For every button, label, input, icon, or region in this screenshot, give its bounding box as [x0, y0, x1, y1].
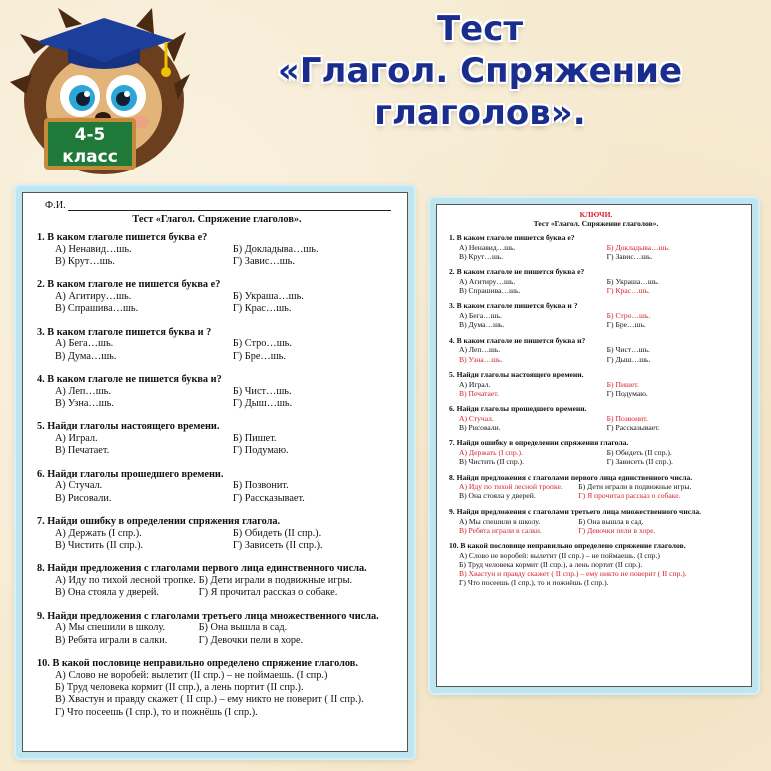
question-text: 2. В каком глаголе не пишется буква е?: [449, 267, 585, 277]
answer-options: [55, 622, 397, 647]
answer-option: В) Печатает.: [55, 445, 110, 457]
answer-option: Б) Чист…шь.: [606, 345, 650, 355]
answer-option: В) Чистить (II спр.).: [459, 457, 524, 467]
answer-options: [459, 482, 743, 500]
correct-answer-option: В) Печатает.: [459, 388, 499, 398]
name-field: [45, 197, 391, 211]
answer-options: [459, 277, 743, 295]
answer-option: Г) Дыш…шь.: [606, 354, 651, 364]
answer-option: Г) Крас…шь.: [232, 303, 292, 315]
question-block: [449, 405, 743, 432]
question-text: 8. Найди предложения с глаголами первого лица единственного числа.: [37, 563, 367, 575]
answer-options: [459, 517, 743, 535]
question-text: 4. В каком глаголе не пишется буква и?: [449, 335, 586, 345]
correct-answer-option: Г) Крас…шь.: [606, 286, 650, 296]
answer-option: В) Хвастун и правду скажет ( II спр.) – ему никто не поверит ( II спр.).: [55, 694, 364, 706]
answer-option: А) Стучал.: [55, 480, 103, 492]
question-text: 4. В каком глаголе не пишется буква и?: [37, 373, 222, 385]
answer-option: А) Леп…шь.: [55, 385, 111, 397]
answer-option: А) Бега…шь.: [55, 338, 114, 350]
page-title: [200, 8, 760, 134]
correct-answer-option: А) Иду по тихой лесной тропке.: [459, 482, 563, 492]
answer-options: [55, 528, 397, 553]
answer-options: [55, 244, 397, 269]
question-text: 1. В каком глаголе пишется буква е?: [37, 232, 208, 243]
answer-option: А) Мы спешили в школу.: [459, 516, 541, 526]
answer-option: Г) Что посеешь (I спр.), то и пожнёшь (I спр.).: [459, 578, 609, 588]
answer-option: Г) Завис…шь.: [232, 256, 295, 268]
answer-option: Б) Украша…шь.: [606, 276, 660, 286]
answer-key-title: Тест «Глагол. Спряжение глаголов».: [533, 219, 659, 228]
correct-answer-option: Б) Стро…шь.: [606, 311, 651, 321]
test-questions: [37, 232, 397, 719]
answer-option: Г) Завис…шь.: [606, 251, 653, 261]
question-block: [449, 474, 743, 501]
answer-option: Б) Дети играли в подвижные игры.: [198, 575, 353, 587]
question-block: [449, 371, 743, 398]
answer-option: Г) Подумаю.: [232, 445, 289, 457]
answer-option: Б) Она вышла в сад.: [578, 516, 644, 526]
test-title: Тест «Глагол. Спряжение глаголов».: [132, 214, 302, 225]
answer-option: Г) Бре…шь.: [232, 350, 286, 362]
answer-options: [55, 291, 397, 316]
question-block: [449, 542, 743, 587]
answer-option: А) Леп…шь.: [459, 345, 501, 355]
answer-options: [55, 670, 397, 719]
answer-option: В) Она стояла у дверей.: [459, 491, 536, 501]
question-text: 1. В каком глаголе пишется буква е?: [449, 233, 575, 242]
correct-answer-option: А) Держать (I спр.).: [459, 448, 523, 458]
answer-key-sheet: [436, 204, 752, 687]
answer-options: [55, 386, 397, 411]
question-text: 6. Найди глаголы прошедшего времени.: [449, 404, 587, 414]
name-field-label: Ф.И.: [45, 200, 66, 211]
answer-option: В) Спрашива…шь.: [459, 286, 521, 296]
question-block: [37, 327, 397, 364]
correct-answer-option: Б) Пишет.: [606, 379, 639, 389]
answer-option: Б) Дети играли в подвижные игры.: [578, 482, 692, 492]
question-text: 3. В каком глаголе пишется буква и ?: [449, 301, 578, 311]
answer-option: В) Дума…шь.: [55, 350, 117, 362]
answer-option: Б) Труд человека кормит (II спр.), а лень портит (II спр.).: [55, 681, 304, 693]
test-sheet: [22, 192, 408, 752]
answer-option: В) Чистить (II спр.).: [55, 540, 144, 552]
question-text: 3. В каком глаголе пишется буква и ?: [37, 326, 212, 338]
answer-option: В) Узна…шь.: [55, 398, 114, 410]
title-line-2: «Глагол. Спряжение: [277, 51, 683, 91]
answer-option: Г) Дыш…шь.: [232, 398, 293, 410]
answer-option: Б) Стро…шь.: [232, 338, 292, 350]
answer-options: [55, 575, 397, 600]
answer-option: В) Ребята играли в салки.: [55, 634, 168, 646]
title-line-1: Тест: [436, 9, 524, 49]
answer-key-questions: [449, 234, 743, 587]
answer-option: Б) Обидеть (II спр.).: [606, 448, 672, 458]
answer-option: Б) Она вышла в сад.: [198, 622, 288, 634]
answer-option: А) Агитиру…шь.: [459, 276, 516, 286]
question-block: [449, 268, 743, 295]
question-block: [37, 658, 397, 719]
question-block: [37, 421, 397, 458]
question-text: 8. Найди предложения с глаголами первого лица единственного числа.: [449, 472, 693, 482]
answer-options: [55, 433, 397, 458]
question-block: [449, 234, 743, 261]
answer-option: А) Бега…шь.: [459, 311, 502, 321]
answer-option: А) Иду по тихой лесной тропке.: [55, 575, 196, 587]
answer-option: Б) Позвонит.: [232, 480, 289, 492]
answer-option: В) Крут…шь.: [459, 251, 504, 261]
answer-key-label: КЛЮЧИ.: [579, 210, 613, 219]
question-block: [449, 302, 743, 329]
answer-option: Г) Зависеть (II спр.).: [606, 457, 673, 467]
answer-option: Г) Я прочитал рассказ о собаке.: [198, 587, 338, 599]
answer-option: Б) Украша…шь.: [232, 291, 304, 303]
answer-option: А) Слово не воробей: вылетит (II спр.) – не поймаешь. (I спр.): [55, 669, 328, 681]
answer-option: А) Играл.: [55, 433, 98, 445]
answer-option: В) Она стояла у дверей.: [55, 587, 160, 599]
question-text: 7. Найди ошибку в определении спряжения глагола.: [449, 438, 629, 448]
answer-option: В) Крут…шь.: [55, 256, 115, 268]
correct-answer-option: Б) Докладыва…шь.: [606, 242, 670, 252]
answer-option: А) Мы спешили в школу.: [55, 622, 166, 634]
answer-options: [459, 414, 743, 432]
question-block: [449, 439, 743, 466]
badge-class: класс: [62, 147, 118, 167]
question-text: 5. Найди глаголы настоящего времени.: [449, 369, 584, 379]
question-block: [37, 516, 397, 553]
question-block: [37, 563, 397, 600]
answer-option: В) Рисовали.: [459, 423, 501, 432]
answer-option: Г) Рассказывает.: [606, 423, 660, 432]
question-block: [449, 337, 743, 364]
question-text: 10. В какой пословице неправильно определено спряжение глаголов.: [449, 541, 686, 551]
answer-option: Б) Чист…шь.: [232, 385, 292, 397]
answer-option: Г) Девочки пели в хоре.: [198, 634, 304, 646]
question-text: 7. Найди ошибку в определении спряжения глагола.: [37, 515, 281, 527]
answer-option: Г) Зависеть (II спр.).: [232, 540, 323, 552]
answer-option: В) Дума…шь.: [459, 320, 505, 330]
answer-option: В) Рисовали.: [55, 492, 112, 504]
answer-options: [459, 345, 743, 363]
answer-options: [459, 551, 743, 587]
answer-option: А) Ненавид…шь.: [459, 242, 516, 252]
answer-option: А) Ненавид…шь.: [55, 243, 132, 255]
question-text: 5. Найди глаголы настоящего времени.: [37, 421, 220, 433]
correct-answer-option: В) Узна…шь.: [459, 354, 503, 364]
question-block: [37, 469, 397, 506]
question-block: [37, 232, 397, 269]
answer-options: [459, 448, 743, 466]
question-block: [37, 611, 397, 648]
answer-option: Б) Пишет.: [232, 433, 277, 445]
badge-grade: 4-5: [74, 125, 106, 145]
correct-answer-option: А) Стучал.: [459, 413, 494, 423]
question-block: [37, 374, 397, 411]
name-field-line: [68, 200, 391, 211]
question-text: 2. В каком глаголе не пишется буква е?: [37, 279, 221, 291]
answer-option: Б) Труд человека кормит (II спр.), а лень портит (II спр.).: [459, 559, 643, 569]
answer-option: Г) Рассказывает.: [232, 492, 305, 504]
answer-options: [459, 380, 743, 398]
correct-answer-option: Б) Позвонит.: [606, 413, 648, 423]
answer-options: [55, 338, 397, 363]
correct-answer-option: В) Хвастун и правду скажет ( II спр.) – ему никто не поверит ( II спр.).: [459, 569, 687, 579]
correct-answer-option: Г) Девочки пели в хоре.: [578, 525, 656, 535]
correct-answer-option: Г) Я прочитал рассказ о собаке.: [578, 491, 681, 501]
answer-options: [55, 480, 397, 505]
answer-option: А) Агитиру…шь.: [55, 291, 132, 303]
answer-options: [459, 243, 743, 261]
question-text: 9. Найди предложения с глаголами третьего лица множественного числа.: [37, 610, 379, 622]
answer-option: А) Слово не воробей: вылетит (II спр.) – не поймаешь. (I спр.): [459, 550, 660, 560]
answer-options: [459, 311, 743, 329]
answer-option: Г) Бре…шь.: [606, 320, 646, 330]
answer-option: А) Играл.: [459, 379, 491, 389]
question-block: [37, 279, 397, 316]
answer-option: Б) Обидеть (II спр.).: [232, 527, 322, 539]
title-line-3: глаголов».: [374, 93, 586, 133]
answer-option: Б) Докладыва…шь.: [232, 243, 319, 255]
correct-answer-option: В) Ребята играли в салки.: [459, 525, 542, 535]
answer-option: Г) Что посеешь (I спр.), то и пожнёшь (I спр.).: [55, 706, 258, 718]
answer-option: В) Спрашива…шь.: [55, 303, 139, 315]
question-block: [449, 508, 743, 535]
question-text: 9. Найди предложения с глаголами третьего лица множественного числа.: [449, 506, 702, 516]
answer-option: А) Держать (I спр.).: [55, 527, 142, 539]
question-text: 10. В какой пословице неправильно определено спряжение глаголов.: [37, 657, 358, 669]
answer-option: Г) Подумаю.: [606, 388, 648, 398]
question-text: 6. Найди глаголы прошедшего времени.: [37, 468, 224, 480]
grade-badge: [44, 118, 136, 170]
